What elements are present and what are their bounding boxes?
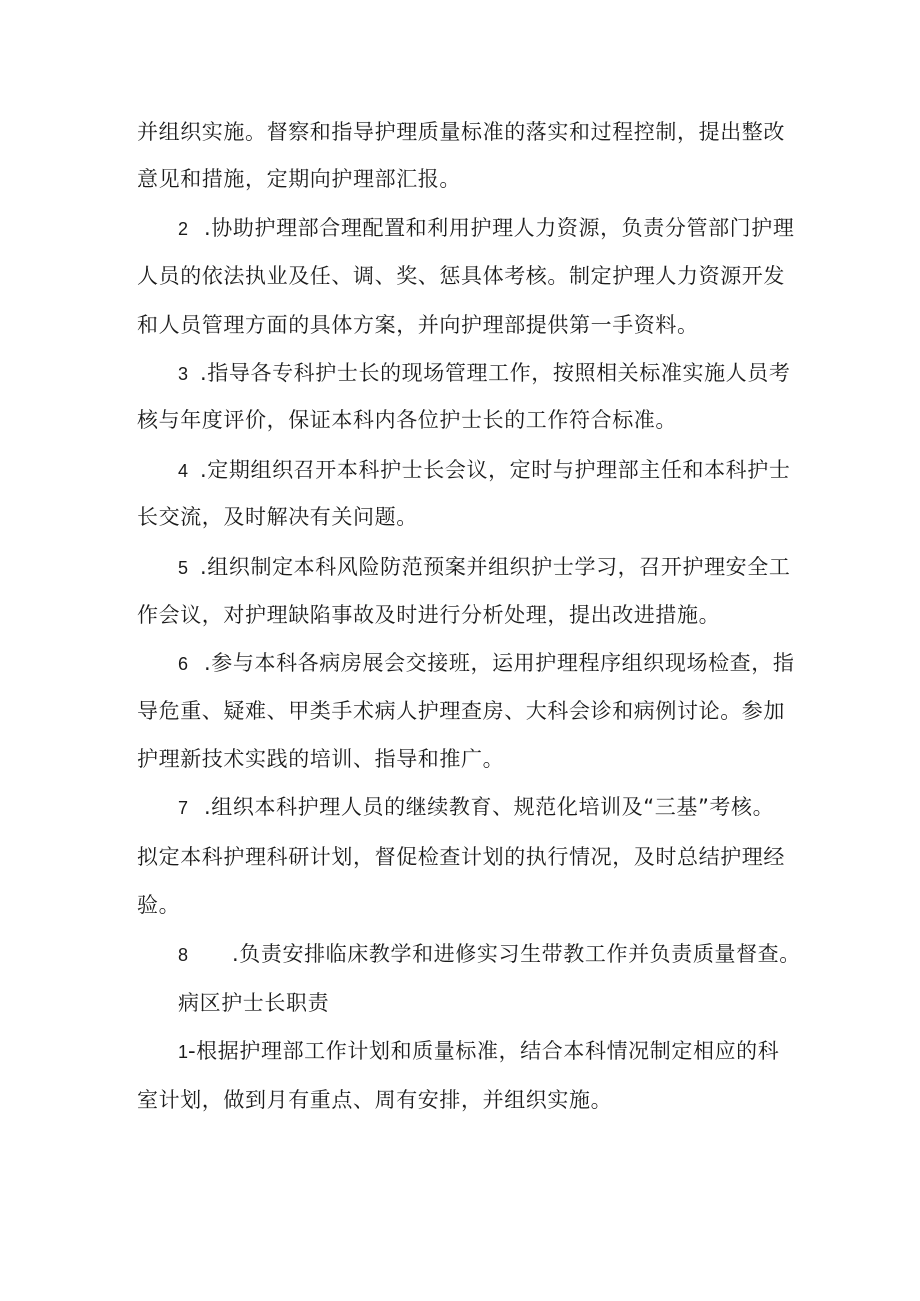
item-4-line-2: 长交流，及时解决有关问题。 (137, 505, 418, 529)
item-5-number: 5 (178, 558, 189, 578)
section-item-1-line-1: 1-根据护理部工作计划和质量标准，结合本科情况制定相应的科 (178, 1037, 779, 1066)
item-2-line-1: 2 .协助护理部合理配置和利用护理人力资源，负责分管部门护理 (178, 214, 794, 243)
item-4-line-1: 4 .定期组织召开本科护士长会议，定时与护理部主任和本科护士 (178, 456, 790, 485)
item-6-line-2: 导危重、疑难、甲类手术病人护理查房、大科会诊和病例讨论。参加 (137, 699, 785, 723)
section-title: 病区护士长职责 (178, 991, 330, 1015)
item-8-line-1: 8 .负责安排临床教学和进修实习生带教工作并负责质量督查。 (178, 940, 801, 969)
item-6-line-3: 护理新技术实践的培训、指导和推广。 (137, 747, 505, 771)
section-item-1-line-2: 室计划，做到月有重点、周有安排，并组织实施。 (137, 1088, 613, 1112)
item-8-number: 8 (178, 945, 189, 965)
item-6-line-1: 6 .参与本科各病房展会交接班，运用护理程序组织现场检查，指 (178, 649, 794, 678)
item-7-line-2: 拟定本科护理科研计划，督促检查计划的执行情况，及时总结护理经 (137, 845, 785, 869)
intro-line-1: 并组织实施。督察和指导护理质量标准的落实和过程控制，提出整改 (137, 120, 785, 144)
item-3-line-2: 核与年度评价，保证本科内各位护士长的工作符合标准。 (137, 408, 677, 432)
item-4-number: 4 (178, 461, 189, 481)
item-5-line-1: 5 .组织制定本科风险防范预案并组织护士学习，召开护理安全工 (178, 553, 790, 582)
item-5-line-2: 作会议，对护理缺陷事故及时进行分析处理，提出改进措施。 (137, 603, 721, 627)
item-2-number: 2 (178, 219, 189, 239)
item-6-number: 6 (178, 654, 189, 674)
item-7-number: 7 (178, 798, 189, 818)
item-7-line-1: 7 .组织本科护理人员的继续教育、规范化培训及“三基”考核。 (178, 793, 774, 822)
item-3-line-1: 3 .指导各专科护士长的现场管理工作，按照相关标准实施人员考 (178, 359, 790, 388)
intro-line-2: 意见和措施，定期向护理部汇报。 (137, 167, 461, 191)
item-2-line-2: 人员的依法执业及任、调、奖、惩具体考核。制定护理人力资源开发 (137, 264, 785, 288)
section-item-1-number: 1 (178, 1042, 189, 1062)
item-2-line-3: 和人员管理方面的具体方案，并向护理部提供第一手资料。 (137, 313, 699, 337)
item-3-number: 3 (178, 364, 189, 384)
item-7-line-3: 验。 (137, 893, 181, 917)
